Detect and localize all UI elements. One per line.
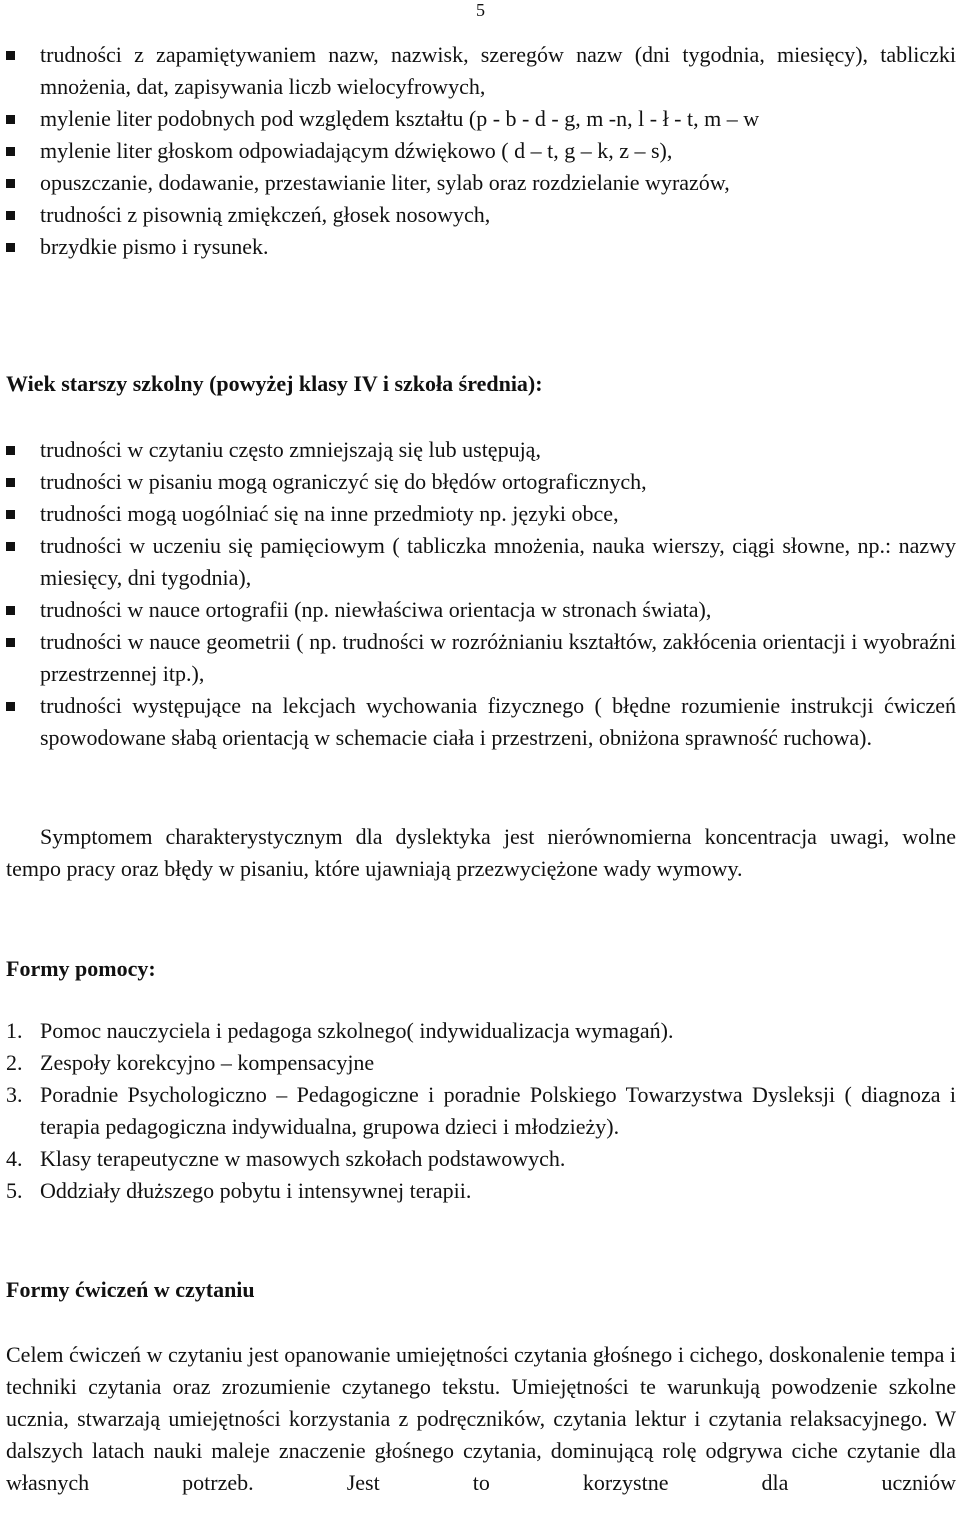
square-bullet-icon [6, 606, 15, 615]
list-item: trudności w nauce geometrii ( np. trudności w rozróżnianiu kształtów, zakłócenia orientacji i wyobraźni przestrzennej itp.), [6, 626, 956, 690]
list-item: trudności w pisaniu mogą ograniczyć się do błędów ortograficznych, [6, 466, 956, 498]
list-item: brzydkie pismo i rysunek. [6, 231, 956, 263]
section-heading-help-forms: Formy pomocy: [6, 956, 156, 981]
list-item: trudności w czytaniu często zmniejszają się lub ustępują, [6, 434, 956, 466]
square-bullet-icon [6, 638, 15, 647]
section-heading-older-age: Wiek starszy szkolny (powyżej klasy IV i szkoła średnia): [6, 371, 543, 396]
square-bullet-icon [6, 211, 15, 220]
square-bullet-icon [6, 115, 15, 124]
list-item: 4. Klasy terapeutyczne w masowych szkołach podstawowych. [6, 1146, 566, 1171]
list-item: trudności z zapamiętywaniem nazw, nazwisk, szeregów nazw (dni tygodnia, miesięcy), tabliczki mnożenia, dat, zapisywania liczb wielocyfrowych, [6, 39, 956, 103]
square-bullet-icon [6, 51, 15, 60]
list-item: trudności występujące na lekcjach wychowania fizycznego ( błędne rozumienie instrukcji ćwiczeń spowodowane słabą orientacją w schemacie ciała i przestrzeni, obniżona sprawność ruchowa). [6, 690, 956, 754]
intro-bullet-list [6, 39, 956, 263]
older-age-bullet-list [6, 434, 956, 754]
section-heading-reading-exercises: Formy ćwiczeń w czytaniu [6, 1277, 255, 1302]
square-bullet-icon [6, 510, 15, 519]
list-item: 5. Oddziały dłuższego pobytu i intensywnej terapii. [6, 1178, 472, 1203]
page-number: 5 [476, 0, 485, 20]
list-item: trudności w nauce ortografii (np. niewłaściwa orientacja w stronach świata), [6, 594, 956, 626]
square-bullet-icon [6, 478, 15, 487]
list-item: opuszczanie, dodawanie, przestawianie liter, sylab oraz rozdzielanie wyrazów, [6, 167, 956, 199]
list-item: trudności mogą uogólniać się na inne przedmioty np. języki obce, [6, 498, 956, 530]
square-bullet-icon [6, 243, 15, 252]
square-bullet-icon [6, 446, 15, 455]
list-item: trudności w uczeniu się pamięciowym ( tabliczka mnożenia, nauka wierszy, ciągi słowne, np.: nazwy miesięcy, dni tygodnia), [6, 530, 956, 594]
help-forms-list [6, 1015, 956, 1207]
list-item: trudności z pisownią zmiękczeń, głosek nosowych, [6, 199, 956, 231]
reading-exercises-paragraph: Celem ćwiczeń w czytaniu jest opanowanie umiejętności czytania głośnego i cichego, doskonalenie tempa i techniki czytania oraz zrozumienie czytanego tekstu. Umiejętności te warunkują powodzenie szkolne ucznia, stwarzają umiejętności korzystania z podręczników, czytania lektur i czytania relaksacyjnego. W dalszych latach nauki maleje znaczenie głośnego czytania, dominującą rolę odgrywa ciche czytanie dla własnych potrzeb. Jest to korzystne dla uczniów [6, 1342, 956, 1495]
square-bullet-icon [6, 702, 15, 711]
square-bullet-icon [6, 542, 15, 551]
list-item: 2. Zespoły korekcyjno – kompensacyjne [6, 1050, 375, 1075]
list-item: 1. Pomoc nauczyciela i pedagoga szkolnego( indywidualizacja wymagań). [6, 1018, 674, 1043]
list-item: 3. Poradnie Psychologiczno – Pedagogiczne i poradnie Polskiego Towarzystwa Dysleksji ( diagnoza i terapia pedagogiczna indywidualna, grupowa dzieci i młodzieży). [6, 1082, 956, 1139]
square-bullet-icon [6, 147, 15, 156]
square-bullet-icon [6, 179, 15, 188]
list-item: mylenie liter podobnych pod względem kształtu (p - b - d - g, m -n, l - ł - t, m – w [6, 103, 800, 135]
list-item: mylenie liter głoskom odpowiadającym dźwiękowo ( d – t, g – k, z – s), [6, 135, 800, 167]
symptom-paragraph: Symptomem charakterystycznym dla dyslektyka jest nierównomierna koncentracja uwagi, wolne tempo pracy oraz błędy w pisaniu, które ujawniają przezwyciężone wady wymowy. [6, 824, 956, 881]
